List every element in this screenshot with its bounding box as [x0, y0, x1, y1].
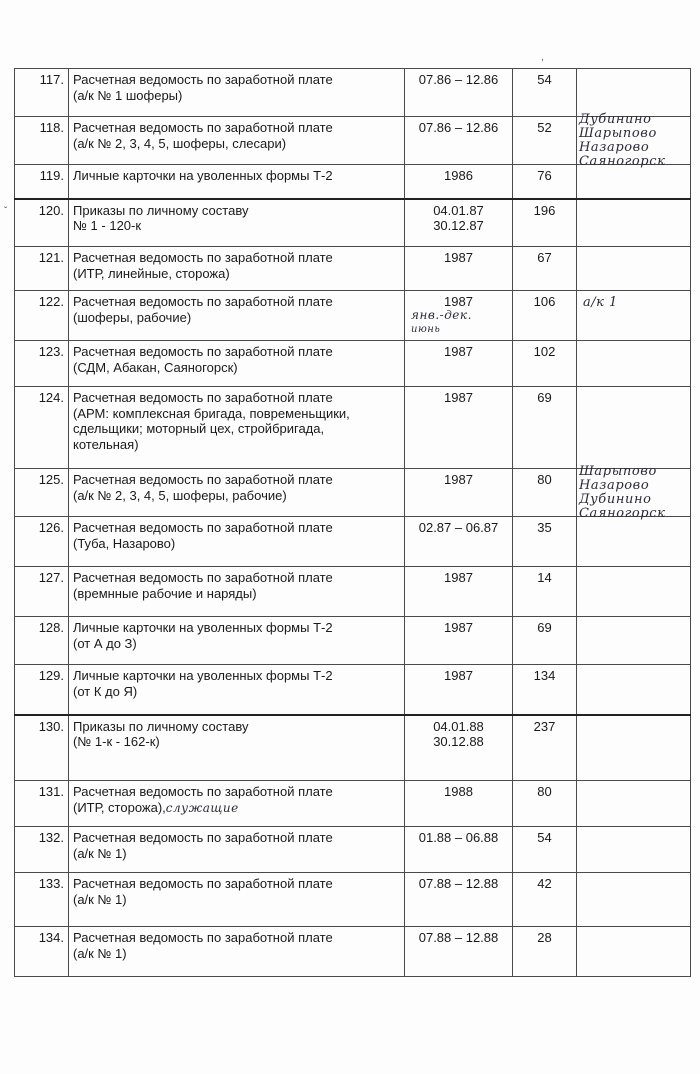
- row-title: [69, 341, 405, 387]
- handwritten-note-line: Назарово: [579, 478, 650, 493]
- date-line: 1988: [444, 784, 473, 799]
- row-note: [577, 715, 691, 781]
- row-pages: 42: [513, 873, 577, 927]
- row-pages: 106: [513, 291, 577, 341]
- row-dates: [405, 469, 513, 517]
- title-line: (а/к № 1): [73, 845, 127, 861]
- title-line: Расчетная ведомость по заработной плате: [73, 830, 333, 845]
- handwritten-note-line: Дубинино: [579, 112, 652, 127]
- table-row: [15, 469, 691, 517]
- row-pages: 52: [513, 117, 577, 165]
- title-line: (а/к № 1): [73, 945, 127, 961]
- title-line: Приказы по личному составу: [73, 718, 249, 734]
- title-line: Личные карточки на уволенных формы Т-2: [73, 668, 333, 683]
- row-title: [69, 387, 405, 469]
- row-pages: 14: [513, 567, 577, 617]
- title-line: Расчетная ведомость по заработной плате: [73, 120, 333, 135]
- row-number: 123.: [15, 341, 69, 387]
- row-note: [577, 873, 691, 927]
- title-line: [73, 800, 400, 817]
- date-line: 04.01.87: [433, 202, 484, 218]
- title-line: (времнные рабочие и наряды): [73, 585, 257, 601]
- row-number: 126.: [15, 517, 69, 567]
- date-line: 1987: [444, 668, 473, 683]
- title-line: Расчетная ведомость по заработной плате: [73, 520, 333, 535]
- date-line: 1986: [444, 168, 473, 183]
- row-note: [577, 247, 691, 291]
- title-line: Расчетная ведомость по заработной плате: [73, 570, 333, 585]
- title-line: (а/к № 1): [73, 891, 127, 907]
- row-pages: 134: [513, 665, 577, 715]
- row-number: 134.: [15, 927, 69, 977]
- date-line: 02.87 – 06.87: [418, 520, 499, 535]
- row-dates: [405, 517, 513, 567]
- title-line: котельная): [73, 436, 139, 452]
- row-dates: [405, 69, 513, 117]
- row-pages: 54: [513, 827, 577, 873]
- row-pages: 28: [513, 927, 577, 977]
- row-number: 130.: [15, 715, 69, 781]
- table-row: [15, 291, 691, 341]
- row-number: 132.: [15, 827, 69, 873]
- title-line: (СДМ, Абакан, Саяногорск): [73, 359, 238, 375]
- table-row: [15, 117, 691, 165]
- row-title: [69, 781, 405, 827]
- row-title: [69, 665, 405, 715]
- handwritten-insert: служащие: [165, 800, 239, 815]
- row-title: [69, 69, 405, 117]
- date-line: 07.86 – 12.86: [418, 72, 499, 87]
- row-number: 131.: [15, 781, 69, 827]
- table-row: [15, 165, 691, 199]
- row-pages: 76: [513, 165, 577, 199]
- title-line: Расчетная ведомость по заработной плате: [73, 876, 333, 891]
- row-note: [577, 112, 691, 169]
- row-dates: [405, 927, 513, 977]
- row-pages: 69: [513, 387, 577, 469]
- date-line: 30.12.88: [433, 734, 484, 749]
- handwritten-note: а/к 1: [583, 295, 618, 310]
- title-line: (Туба, Назарово): [73, 535, 176, 551]
- title-line: (а/к № 2, 3, 4, 5, шоферы, рабочие): [73, 487, 287, 503]
- row-number: 122.: [15, 291, 69, 341]
- handwritten-note: [579, 465, 665, 521]
- title-line: Приказы по личному составу: [73, 202, 249, 218]
- handwritten-date-note: янв.-дек.: [411, 308, 472, 322]
- date-line: 1987: [444, 344, 473, 359]
- title-line: Расчетная ведомость по заработной плате: [73, 250, 333, 265]
- row-note: [577, 387, 691, 469]
- table-row: [15, 715, 691, 781]
- table-row: [15, 781, 691, 827]
- table-row: [15, 69, 691, 117]
- row-dates: [405, 387, 513, 469]
- handwritten-date-note: июнь: [411, 324, 441, 335]
- table-row: [15, 247, 691, 291]
- title-line: Расчетная ведомость по заработной плате: [73, 390, 333, 405]
- handwritten-note-line: Шарыпово: [579, 464, 657, 479]
- row-number: 127.: [15, 567, 69, 617]
- table-row: [15, 567, 691, 617]
- row-title: [69, 117, 405, 165]
- date-line: 1987: [444, 620, 473, 635]
- table-row: [15, 617, 691, 665]
- row-pages: 80: [513, 781, 577, 827]
- row-dates: [405, 291, 513, 341]
- row-note: [577, 165, 691, 199]
- row-pages: 237: [513, 715, 577, 781]
- date-line: 07.88 – 12.88: [418, 930, 499, 945]
- table-row: [15, 665, 691, 715]
- title-line: (от К до Я): [73, 683, 138, 699]
- date-line: 30.12.87: [433, 218, 484, 233]
- title-line: Личные карточки на уволенных формы Т-2: [73, 620, 333, 635]
- table-row: [15, 827, 691, 873]
- date-line: 1987: [444, 472, 473, 487]
- row-note: [577, 69, 691, 117]
- row-pages: 196: [513, 199, 577, 247]
- row-title: [69, 517, 405, 567]
- title-line: (АРМ: комплексная бригада, повременьщики,: [73, 405, 350, 421]
- row-number: 125.: [15, 469, 69, 517]
- row-note: [577, 781, 691, 827]
- handwritten-note-line: Саяногорск: [579, 154, 666, 169]
- row-pages: 67: [513, 247, 577, 291]
- title-line: (а/к № 1 шоферы): [73, 87, 183, 103]
- title-line: Расчетная ведомость по заработной плате: [73, 344, 333, 359]
- row-number: 129.: [15, 665, 69, 715]
- row-number: 120.: [15, 199, 69, 247]
- date-line: 07.86 – 12.86: [418, 120, 499, 135]
- row-dates: [405, 715, 513, 781]
- table-row: [15, 517, 691, 567]
- row-dates: [405, 873, 513, 927]
- handwritten-note-line: Саяногорск: [579, 506, 666, 521]
- row-note: [577, 665, 691, 715]
- handwritten-note-line: Дубинино: [579, 492, 652, 507]
- row-number: 121.: [15, 247, 69, 291]
- row-pages: 54: [513, 69, 577, 117]
- row-title: [69, 827, 405, 873]
- row-note: [577, 464, 691, 521]
- archive-inventory-table: [14, 68, 691, 977]
- table-row: [15, 873, 691, 927]
- row-dates: [405, 247, 513, 291]
- row-title: [69, 199, 405, 247]
- row-title: [69, 873, 405, 927]
- row-dates: [405, 617, 513, 665]
- date-line: 1987: [444, 570, 473, 585]
- row-note: [577, 291, 691, 341]
- title-line: Личные карточки на уволенных формы Т-2: [73, 168, 333, 183]
- row-note: [577, 341, 691, 387]
- row-title: [69, 469, 405, 517]
- row-number: 118.: [15, 117, 69, 165]
- date-line: 1987: [444, 250, 473, 265]
- handwritten-note-line: Назарово: [579, 140, 650, 155]
- title-line: (№ 1-к - 162-к): [73, 734, 160, 749]
- title-line: Расчетная ведомость по заработной плате: [73, 472, 333, 487]
- row-title: [69, 165, 405, 199]
- row-title: [69, 567, 405, 617]
- date-line: 07.88 – 12.88: [418, 876, 499, 891]
- row-note: [577, 567, 691, 617]
- title-line: (шоферы, рабочие): [73, 309, 192, 325]
- title-line: Расчетная ведомость по заработной плате: [73, 784, 333, 799]
- row-title: [69, 291, 405, 341]
- row-title: [69, 715, 405, 781]
- row-note: [577, 517, 691, 567]
- row-pages: 69: [513, 617, 577, 665]
- title-line: (а/к № 2, 3, 4, 5, шоферы, слесари): [73, 135, 287, 151]
- row-note: [577, 199, 691, 247]
- title-line: (ИТР, линейные, сторожа): [73, 265, 230, 281]
- row-pages: 35: [513, 517, 577, 567]
- title-line: Расчетная ведомость по заработной плате: [73, 72, 333, 87]
- title-line: (от А до З): [73, 635, 137, 651]
- table-row: [15, 387, 691, 469]
- row-note: [577, 827, 691, 873]
- row-dates: [405, 827, 513, 873]
- date-line: 01.88 – 06.88: [418, 830, 499, 845]
- row-note: [577, 617, 691, 665]
- row-dates: [405, 567, 513, 617]
- row-dates: [405, 665, 513, 715]
- date-line: 1987: [444, 294, 473, 309]
- title-line: Расчетная ведомость по заработной плате: [73, 930, 333, 945]
- title-line: сдельщики; моторный цех, стройбригада,: [73, 421, 325, 436]
- row-title: [69, 617, 405, 665]
- table-row: [15, 341, 691, 387]
- row-number: 124.: [15, 387, 69, 469]
- row-number: 117.: [15, 69, 69, 117]
- row-title: [69, 927, 405, 977]
- title-line: Расчетная ведомость по заработной плате: [73, 294, 333, 309]
- date-line: 1987: [444, 390, 473, 405]
- row-number: 128.: [15, 617, 69, 665]
- table-row: [15, 199, 691, 247]
- row-dates: [405, 341, 513, 387]
- title-text: (ИТР, сторожа),: [73, 799, 166, 815]
- row-dates: [405, 199, 513, 247]
- scan-speck: ,: [541, 52, 544, 63]
- row-number: 133.: [15, 873, 69, 927]
- row-title: [69, 247, 405, 291]
- row-number: 119.: [15, 165, 69, 199]
- handwritten-note: [579, 113, 665, 169]
- row-note: [577, 927, 691, 977]
- title-line: № 1 - 120-к: [73, 218, 142, 233]
- scan-speck: ˇ: [4, 206, 8, 217]
- row-dates: [405, 781, 513, 827]
- row-dates: [405, 165, 513, 199]
- row-dates: [405, 117, 513, 165]
- row-pages: 102: [513, 341, 577, 387]
- table-row: [15, 927, 691, 977]
- row-pages: 80: [513, 469, 577, 517]
- handwritten-note-line: Шарыпово: [579, 126, 657, 141]
- date-line: 04.01.88: [433, 718, 484, 734]
